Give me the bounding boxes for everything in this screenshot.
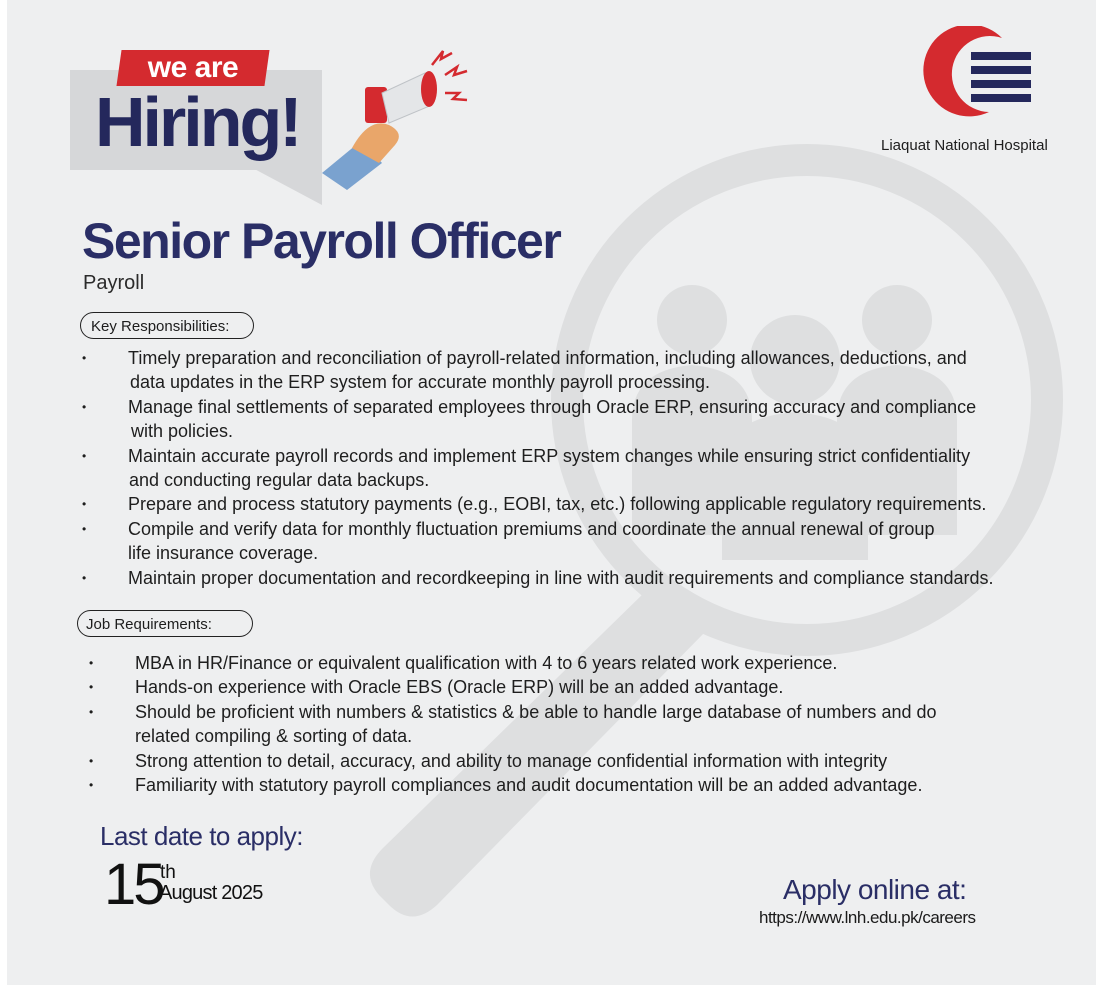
list-item-text: Familiarity with statutory payroll compliances and audit documentation will be an added advantage. [135, 775, 923, 796]
list-item-continuation [128, 468, 1096, 492]
bullet-icon: • [82, 497, 87, 512]
megaphone-icon [317, 45, 477, 195]
list-item-text: Timely preparation and reconciliation of payroll-related information, including allowances, deductions, and [128, 348, 967, 368]
list-item [89, 773, 1035, 797]
job-poster [7, 0, 1096, 985]
bullet-icon: • [82, 521, 87, 536]
list-item [89, 700, 1035, 724]
list-item-text: Strong attention to detail, accuracy, and ability to manage confidential information with integrity [135, 750, 888, 771]
list-item-continuation [128, 541, 1096, 565]
deadline-day: 15 [104, 852, 163, 917]
responsibilities-heading: Key Responsibilities: [80, 312, 254, 339]
bullet-icon: • [82, 351, 87, 365]
list-item-continuation [128, 370, 1096, 394]
requirements-list [89, 651, 1035, 797]
list-item-text: MBA in HR/Finance or equivalent qualification with 4 to 6 years related work experience. [135, 653, 838, 673]
list-item-text: related compiling & sorting of data. [135, 726, 413, 747]
responsibilities-list [82, 346, 1096, 590]
bullet-icon: • [89, 753, 94, 768]
list-item-text: Maintain accurate payroll records and implement ERP system changes while ensuring strict confidentiality [128, 445, 971, 466]
list-item [89, 651, 1035, 675]
list-item [82, 395, 1096, 419]
list-item [82, 492, 1096, 516]
list-item-text: with policies. [131, 421, 234, 442]
deadline-ordinal: th [160, 862, 176, 883]
hospital-name: Liaquat National Hospital [881, 137, 1048, 154]
list-item [89, 675, 1035, 699]
apply-url-link[interactable]: https://www.lnh.edu.pk/careers [759, 908, 976, 927]
job-department: Payroll [83, 272, 145, 294]
bullet-icon: • [89, 704, 94, 719]
speech-bubble-tail [247, 165, 327, 210]
bullet-icon: • [89, 656, 94, 670]
bullet-icon: • [82, 399, 87, 414]
requirements-heading: Job Requirements: [77, 610, 253, 637]
apply-label: Apply online at: [783, 874, 967, 905]
job-title: Senior Payroll Officer [82, 213, 561, 269]
hospital-logo-icon [907, 26, 1047, 136]
list-item-text: and conducting regular data backups. [129, 470, 430, 491]
list-item-text: Should be proficient with numbers & statistics & be able to handle large database of numbers and do [135, 701, 937, 722]
list-item-text: Compile and verify data for monthly fluctuation premiums and coordinate the annual renewal of group [128, 518, 935, 539]
bullet-icon: • [89, 778, 94, 793]
hiring-headline: Hiring! [95, 83, 300, 161]
list-item-text: Manage final settlements of separated employees through Oracle ERP, ensuring accuracy and compliance [128, 396, 977, 417]
bullet-icon: • [82, 448, 87, 463]
list-item [82, 566, 1096, 590]
list-item-text: Hands-on experience with Oracle EBS (Oracle ERP) will be an added advantage. [135, 677, 784, 698]
deadline-label: Last date to apply: [100, 821, 303, 851]
list-item-continuation [128, 419, 1096, 443]
list-item-text: Maintain proper documentation and recordkeeping in line with audit requirements and compliance standards. [128, 567, 994, 588]
list-item [82, 517, 1096, 541]
we-are-tag: we are [147, 51, 239, 84]
list-item-text: Prepare and process statutory payments (e.g., EOBI, tax, etc.) following applicable regulatory requirements. [128, 494, 987, 515]
deadline-month-year: August 2025 [159, 882, 263, 904]
bullet-icon: • [89, 680, 94, 695]
list-item [82, 444, 1096, 468]
bullet-icon: • [82, 570, 87, 585]
list-item [89, 749, 1035, 773]
list-item-continuation [135, 724, 1035, 748]
list-item [82, 346, 1096, 370]
list-item-text: life insurance coverage. [128, 543, 319, 564]
list-item-text: data updates in the ERP system for accurate monthly payroll processing. [130, 372, 710, 393]
